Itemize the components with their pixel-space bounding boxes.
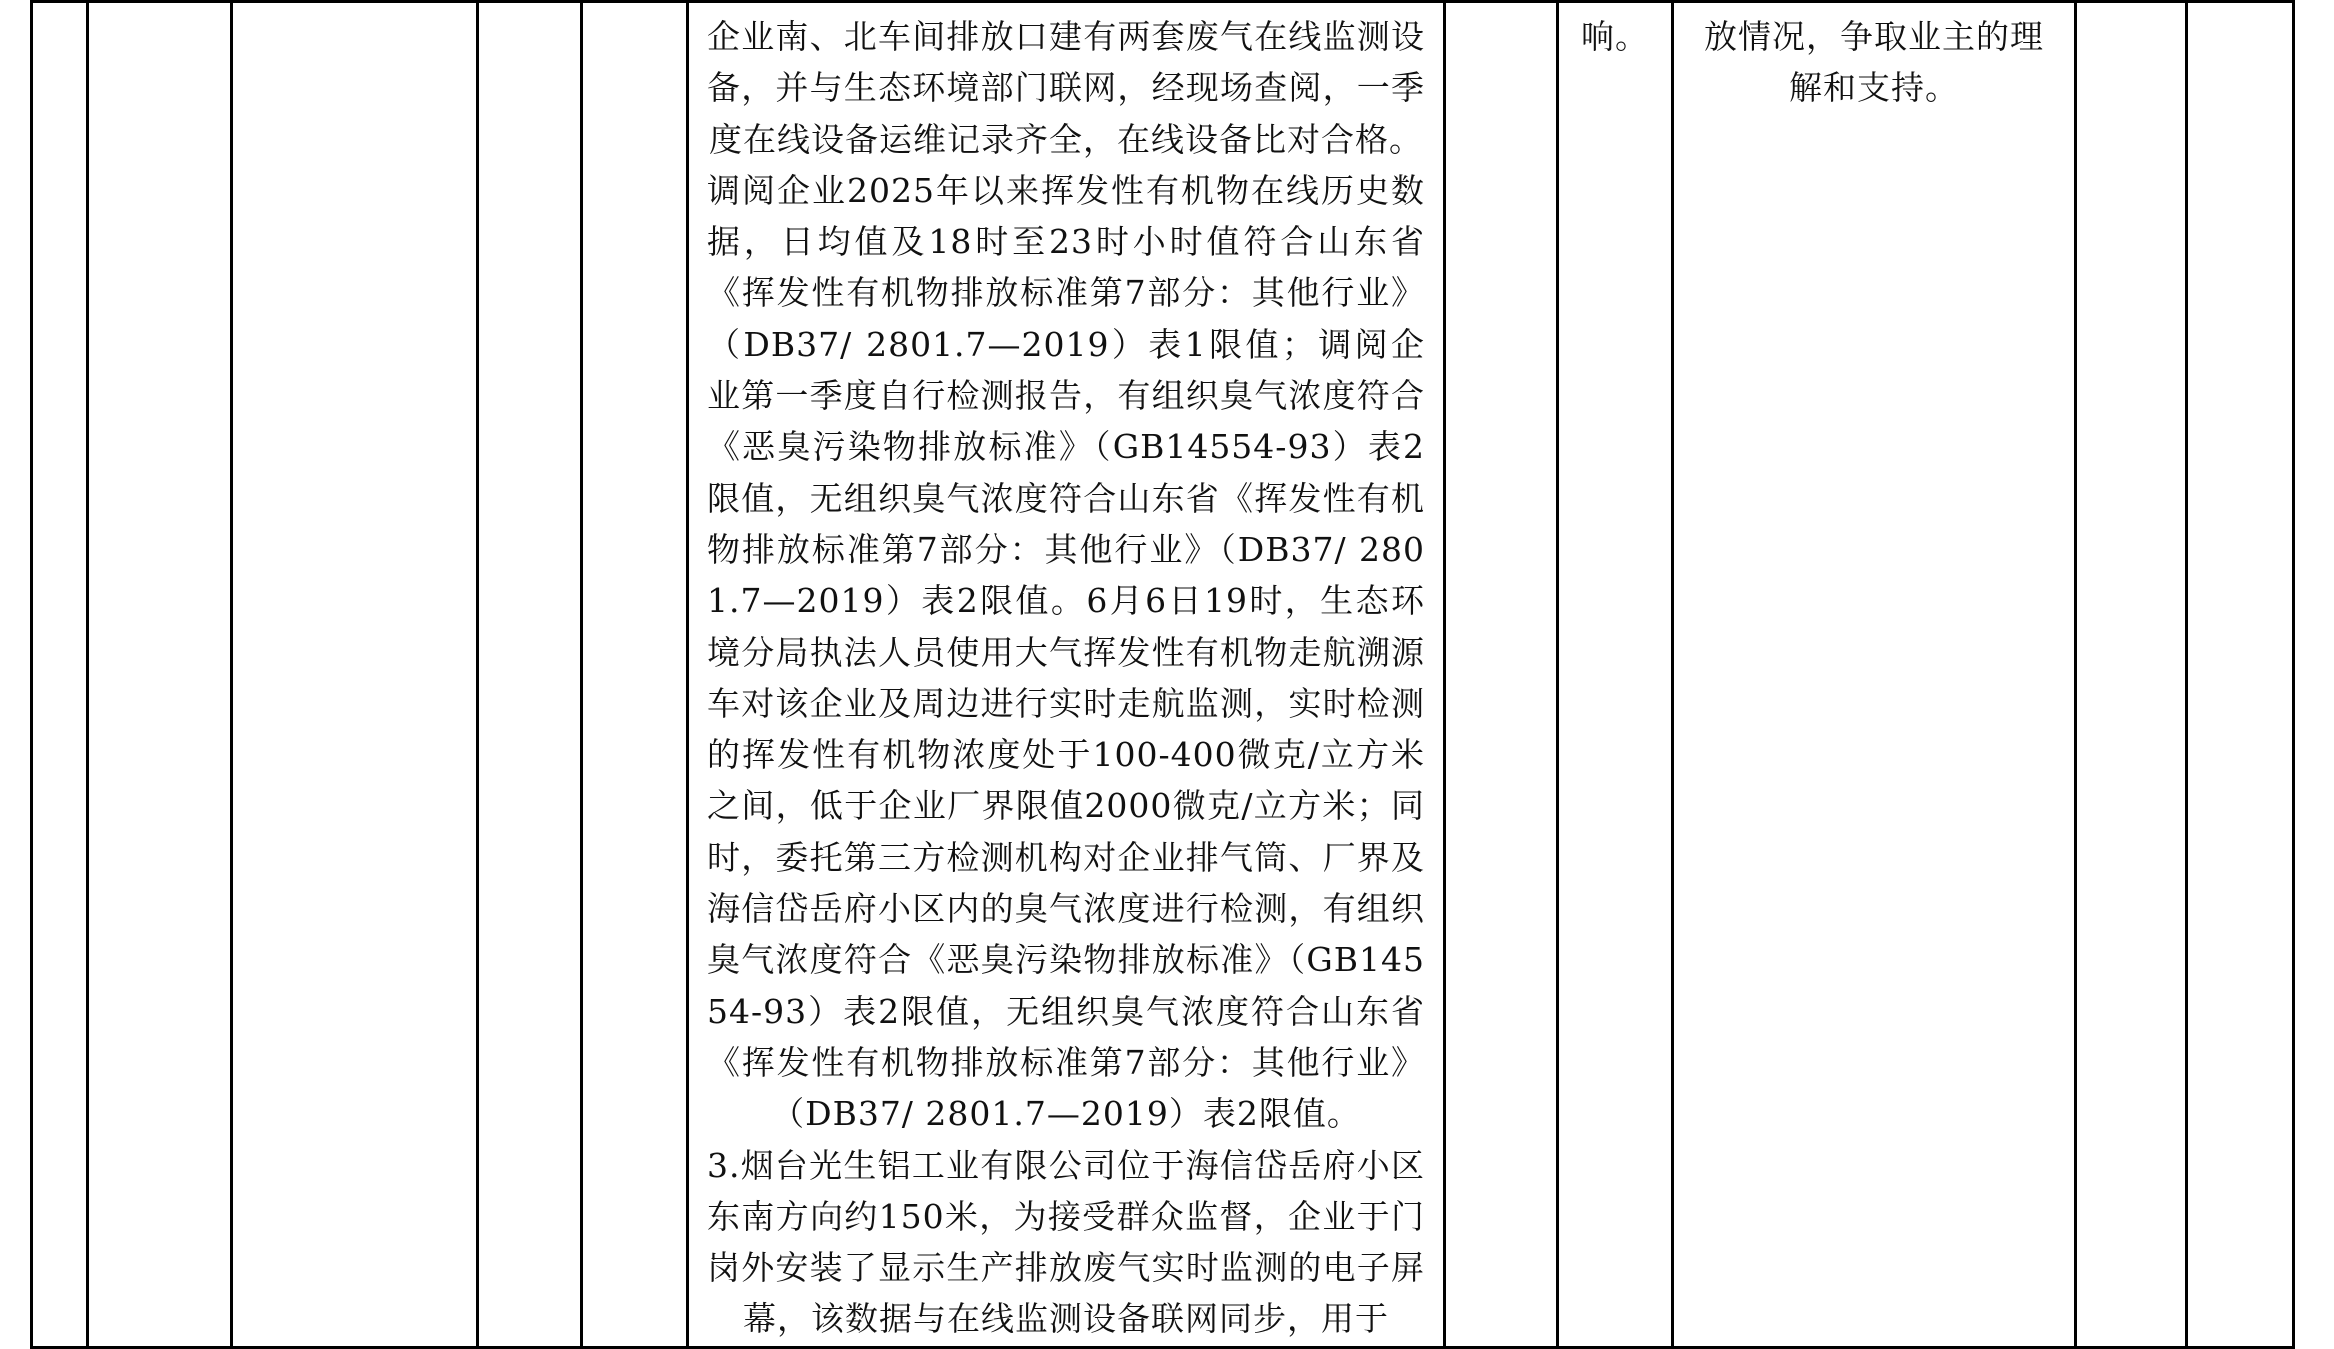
main-paragraph-3: 3.烟台光生铝工业有限公司位于海信岱岳府小区东南方向约150米，为接受群众监督，企业于门岗外安装了显示生产排放废气实时监测的电子屏幕，该数据与在线监测设备联网同步，用于	[707, 1145, 1425, 1339]
table-row	[32, 2, 2294, 1348]
table-cell-col-9	[1673, 2, 2076, 1348]
main-paragraph-1: 企业南、北车间排放口建有两套废气在线监测设备，并与生态环境部门联网，经现场查阅，一季度在线设备运维记录齐全，在线设备比对合格。	[707, 17, 1425, 159]
table-cell-col-4	[478, 2, 582, 1348]
col-9-text: 放情况，争取业主的理解和支持。	[1704, 17, 2044, 108]
table-cell-col-1	[32, 2, 88, 1348]
table-cell-col-2	[88, 2, 232, 1348]
table-cell-col-11	[2187, 2, 2294, 1348]
document-table	[30, 0, 2295, 1349]
col-8-text: 响。	[1581, 17, 1649, 56]
main-paragraph-2: 调阅企业2025年以来挥发性有机物在线历史数据，日均值及18时至23时小时值符合山东省《挥发性有机物排放标准第7部分：其他行业》（DB37/ 2801.7—2019）表1限值；调阅企业第一季度自行检测报告，有组织臭气浓度符合《恶臭污染物排放标准》（GB14554-93）表2限值，无组织臭气浓度符合山东省《挥发性有机物排放标准第7部分：其他行业》（DB37/ 2801.7—2019）表2限值。6月6日19时，生态环境分局执法人员使用大气挥发性有机物走航溯源车对该企业及周边进行实时走航监测，实时检测的挥发性有机物浓度处于100-400微克/立方米之间，低于企业厂界限值2000微克/立方米；同时，委托第三方检测机构对企业排气筒、厂界及海信岱岳府小区内的臭气浓度进行检测，有组织臭气浓度符合《恶臭污染物排放标准》（GB14554-93）表2限值，无组织臭气浓度符合山东省《挥发性有机物排放标准第7部分：其他行业》（DB37/ 2801.7—2019）表2限值。	[707, 170, 1425, 1134]
table-cell-col-10	[2076, 2, 2187, 1348]
table-cell-col-3	[232, 2, 478, 1348]
table-cell-col-8	[1558, 2, 1673, 1348]
table-cell-col-5	[582, 2, 688, 1348]
table-cell-main-text	[688, 2, 1445, 1348]
table-cell-col-7	[1445, 2, 1558, 1348]
